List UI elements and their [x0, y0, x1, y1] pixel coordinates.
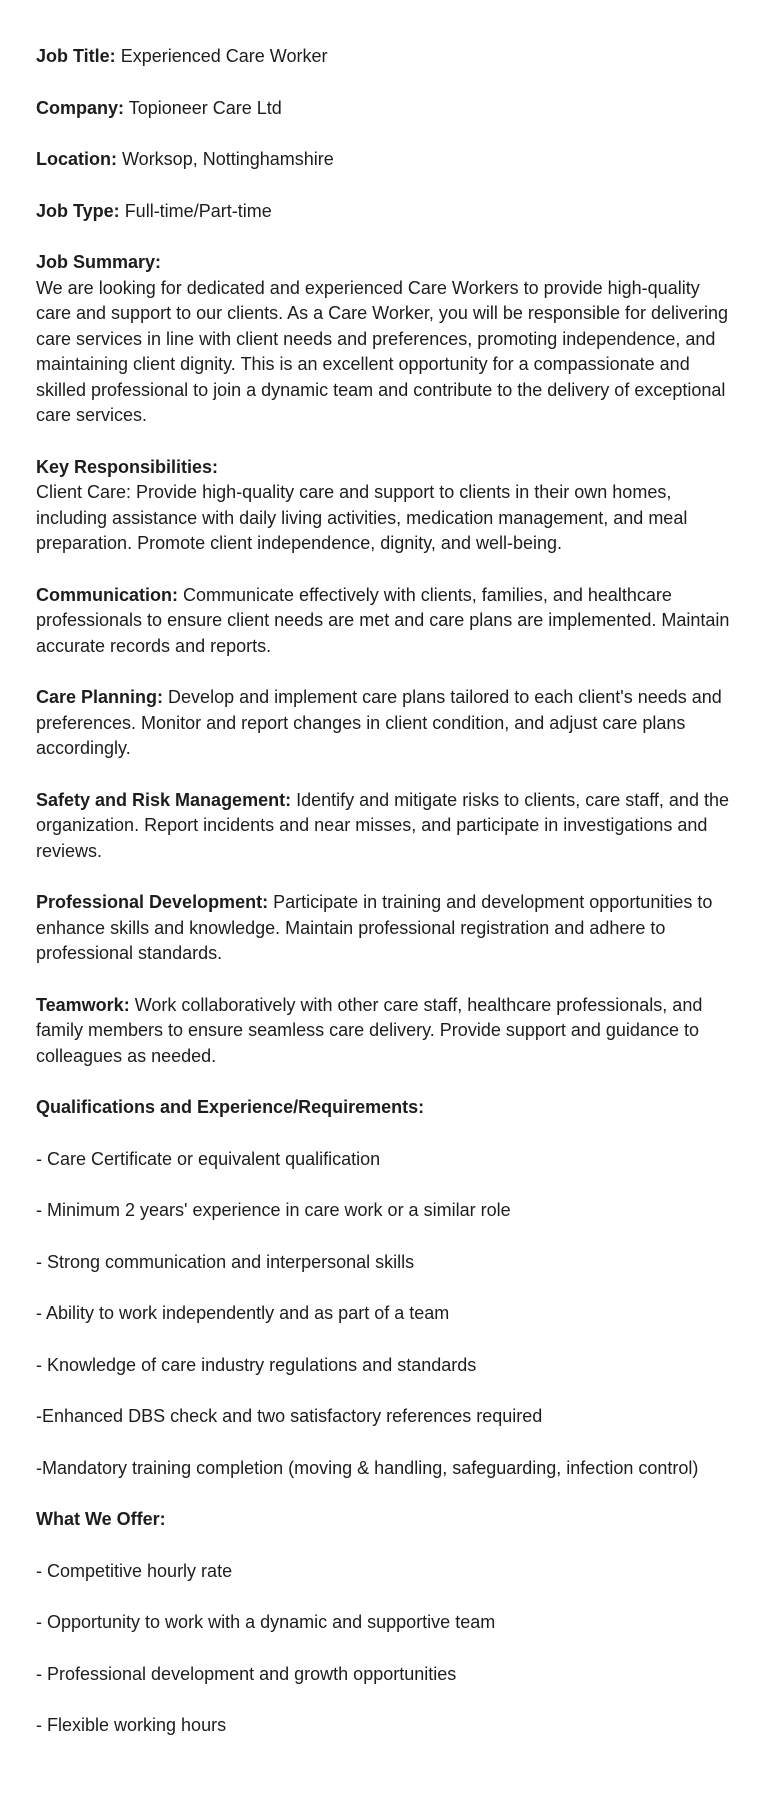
teamwork-text: Work collaboratively with other care staff, healthcare professionals, and family members to ensure seamless care delivery. Provide support and guidance to colleagues as needed. [36, 994, 703, 1066]
teamwork-label: Teamwork: [36, 994, 130, 1015]
job-type-value: Full-time/Part-time [124, 200, 272, 221]
care-planning-label: Care Planning: [36, 687, 164, 707]
safety-risk-text: Identify and mitigate risks to clients, care staff, and the organization. Report incidents and near misses, and participate in investigations and reviews. [36, 789, 729, 861]
qualification-bullet: - Ability to work independently and as part of a team [36, 1303, 450, 1323]
key-responsibilities-heading: Key Responsibilities: [36, 456, 219, 477]
what-we-offer-heading: What We Offer: [36, 1509, 166, 1529]
professional-development-label: Professional Development: [36, 892, 269, 912]
company-label: Company: [36, 97, 125, 118]
location-value: Worksop, Nottinghamshire [122, 149, 334, 169]
location-label: Location: [36, 149, 117, 169]
qualifications-heading: Qualifications and Experience/Requirements: [36, 1097, 425, 1117]
job-title-value: Experienced Care Worker [120, 46, 328, 66]
client-care-text: Client Care: Provide high-quality care and support to clients in their own homes, including assistance with daily living activities, medication management, and meal preparation. Promote client independence, dignity, and well-being. [36, 482, 688, 553]
company-value: Topioneer Care Ltd [128, 97, 282, 118]
company-row [36, 96, 735, 122]
qualification-bullet: - Knowledge of care industry regulations and standards [36, 1354, 477, 1375]
teamwork-item [36, 993, 735, 1070]
offer-bullet: - Opportunity to work with a dynamic and supportive team [36, 1612, 496, 1632]
qualification-bullet: - Strong communication and interpersonal skills [36, 1251, 415, 1272]
offer-bullet: - Flexible working hours [36, 1715, 227, 1735]
communication-item [36, 583, 735, 660]
qualification-bullet: -Mandatory training completion (moving & handling, safeguarding, infection control) [36, 1457, 699, 1478]
location-row [36, 147, 735, 173]
safety-risk-label: Safety and Risk Management: [36, 789, 292, 810]
care-planning-item [36, 685, 735, 762]
job-type-label: Job Type: [36, 200, 120, 221]
offer-bullet: - Competitive hourly rate [36, 1560, 233, 1581]
job-title-label: Job Title: [36, 46, 116, 66]
professional-development-item [36, 890, 735, 967]
care-planning-text: Develop and implement care plans tailored to each client's needs and preferences. Monitor and report changes in client condition, and adjust care plans accordingly. [36, 687, 722, 758]
job-title-row [36, 44, 735, 70]
safety-risk-item [36, 788, 735, 865]
communication-text: Communicate effectively with clients, families, and healthcare professionals to ensure client needs are met and care plans are implemented. Maintain accurate records and reports. [36, 584, 730, 656]
professional-development-text: Participate in training and development opportunities to enhance skills and knowledge. Maintain professional registration and adhere to professional standards. [36, 892, 713, 963]
job-type-row [36, 199, 735, 225]
job-summary-body: We are looking for dedicated and experienced Care Workers to provide high-quality care and support to our clients. As a Care Worker, you will be responsible for delivering care services in line with client needs and preferences, promoting independence, and maintaining client dignity. This is an excellent opportunity for a compassionate and skilled professional to join a dynamic team and contribute to the delivery of exceptional care services. [36, 277, 729, 425]
qualification-bullet: - Care Certificate or equivalent qualification [36, 1148, 381, 1169]
job-summary-heading: Job Summary: [36, 252, 162, 272]
communication-label: Communication: [36, 584, 178, 605]
job-summary-section [36, 250, 735, 429]
offer-bullet: - Professional development and growth opportunities [36, 1663, 457, 1684]
qualification-bullet: - Minimum 2 years' experience in care work or a similar role [36, 1200, 511, 1220]
key-responsibilities-section [36, 455, 735, 557]
qualification-bullet: -Enhanced DBS check and two satisfactory references required [36, 1406, 543, 1426]
